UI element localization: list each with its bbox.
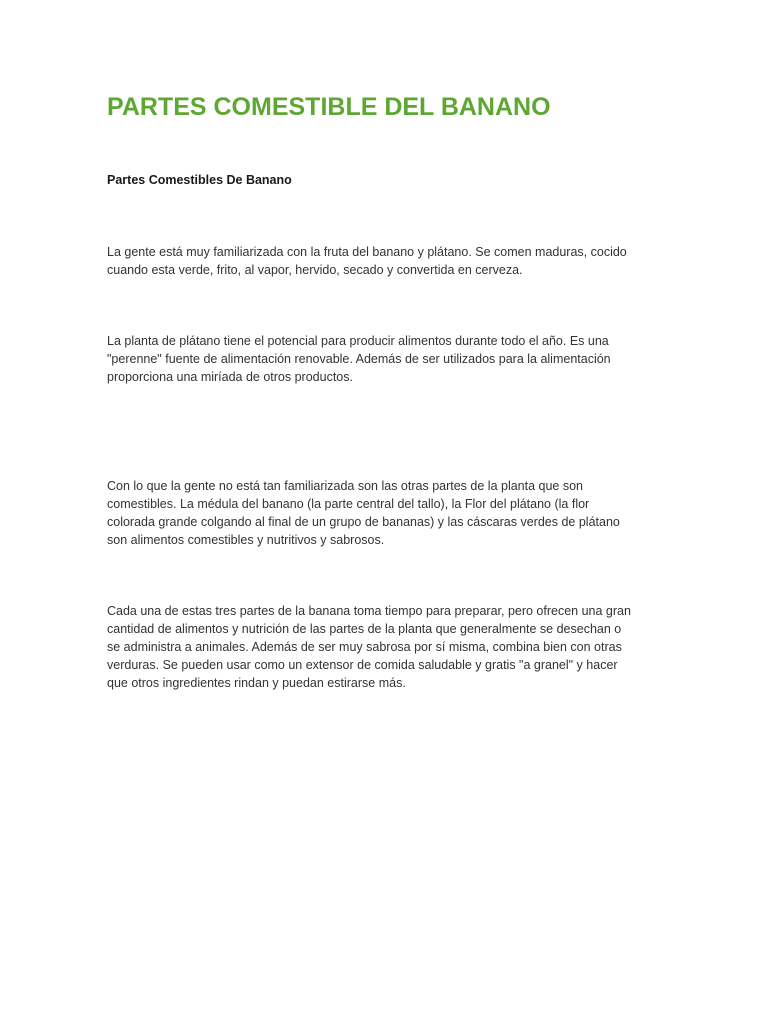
paragraph-2 (107, 332, 667, 386)
paragraph-line: que otros ingredientes rindan y puedan estirarse más. (107, 676, 406, 690)
paragraph-line: Cada una de estas tres partes de la banana toma tiempo para preparar, pero ofrecen una gran (107, 604, 631, 618)
paragraph-line: se administra a animales. Además de ser muy sabrosa por sí misma, combina bien con otras (107, 640, 622, 654)
paragraph-line: "perenne" fuente de alimentación renovable. Además de ser utilizados para la alimentación (107, 352, 611, 366)
paragraph-line: Con lo que la gente no está tan familiarizada son las otras partes de la planta que son (107, 479, 584, 493)
paragraph-4 (107, 602, 667, 692)
page-title: PARTES COMESTIBLE DEL BANANO (107, 93, 551, 121)
paragraph-line: La gente está muy familiarizada con la fruta del banano y plátano. Se comen maduras, cocido (107, 245, 627, 259)
paragraph-line: verduras. Se pueden usar como un extensor de comida saludable y gratis "a granel" y hacer (107, 658, 618, 672)
paragraph-1 (107, 243, 667, 279)
paragraph-line: cantidad de alimentos y nutrición de las partes de la planta que generalmente se desechan o (107, 622, 622, 636)
paragraph-line: son alimentos comestibles y nutritivos y sabrosos. (107, 533, 385, 547)
paragraph-line: comestibles. La médula del banano (la parte central del tallo), la Flor del plátano (la flor (107, 497, 590, 511)
paragraph-line: colorada grande colgando al final de un grupo de bananas) y las cáscaras verdes de plátano (107, 515, 620, 529)
paragraph-3 (107, 477, 667, 549)
paragraph-line: La planta de plátano tiene el potencial para producir alimentos durante todo el año. Es una (107, 334, 609, 348)
section-subtitle: Partes Comestibles De Banano (107, 173, 292, 187)
paragraph-line: proporciona una miríada de otros productos. (107, 370, 353, 384)
paragraph-line: cuando esta verde, frito, al vapor, hervido, secado y convertida en cerveza. (107, 263, 523, 277)
